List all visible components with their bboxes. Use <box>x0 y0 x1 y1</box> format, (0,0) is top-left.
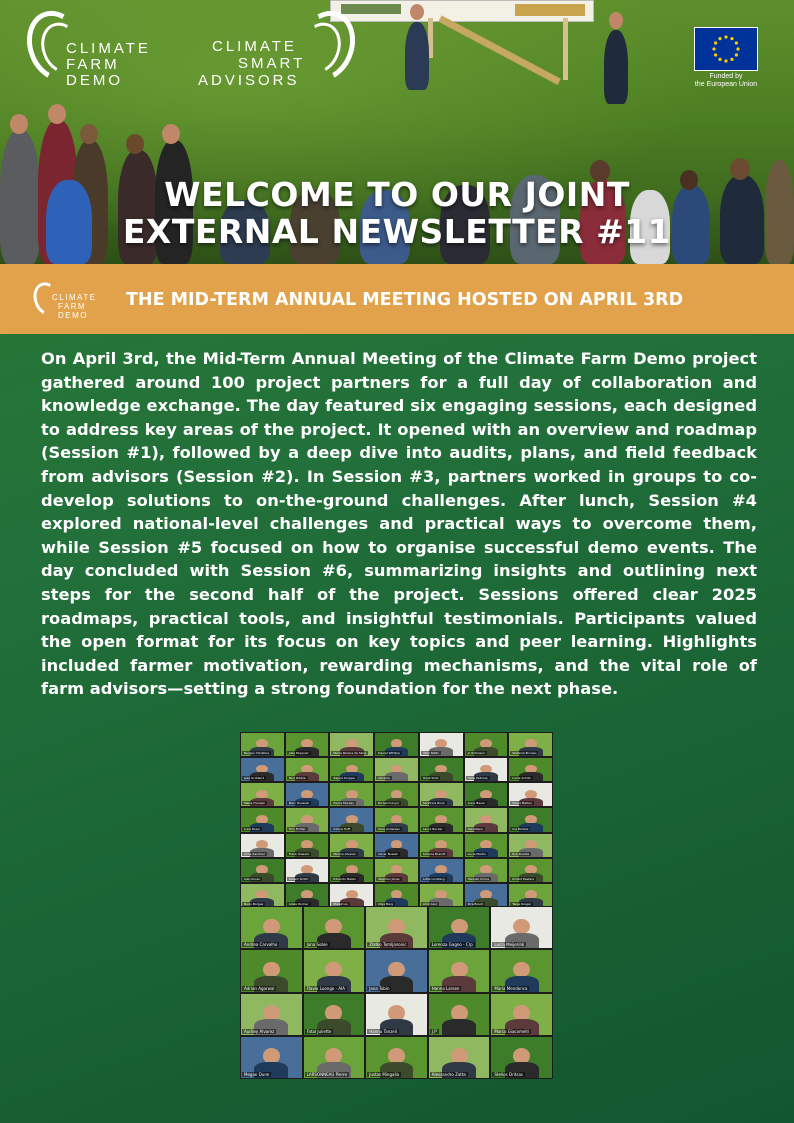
participant-tile <box>241 733 284 756</box>
wooden-board <box>438 15 560 85</box>
participant-name: Jana Tobin <box>369 985 390 991</box>
participant-name: Alina Sandner <box>244 851 265 856</box>
participant-tile <box>241 950 302 991</box>
person-head <box>410 4 424 20</box>
person-head <box>162 124 180 144</box>
participant-name: Flavio Luongo - AIA <box>306 985 345 991</box>
participant-tile <box>491 1037 552 1078</box>
participant-tile <box>491 907 552 948</box>
person-head <box>126 134 144 154</box>
participant-tile <box>509 733 552 756</box>
participant-tile <box>509 834 552 857</box>
meeting-participants-grid-large <box>240 906 553 1079</box>
participant-name: Adele Rocher <box>288 901 309 906</box>
participant-name: Alessandro Zatta <box>431 1072 466 1077</box>
participant-name: Marek Lis <box>333 901 348 906</box>
participant-tile <box>330 783 373 806</box>
participant-tile <box>304 994 365 1035</box>
participant-tile <box>509 884 552 907</box>
field-banner <box>330 0 594 22</box>
participant-name: Lorenza Gagno - Crp <box>431 942 473 948</box>
participant-name: Maria Pereira da Silva <box>333 751 367 756</box>
participant-name: Olga Berg <box>378 901 394 906</box>
participant-tile <box>375 783 418 806</box>
participant-tile <box>465 859 508 882</box>
eu-flag-icon <box>694 27 758 71</box>
participant-tile <box>420 834 463 857</box>
banner-pole <box>563 18 568 80</box>
participant-name: Stelios Dritsas <box>494 1072 524 1077</box>
participant-name: Daniel Wittkop <box>378 751 401 756</box>
eu-caption-line: Funded by <box>709 73 743 80</box>
participant-name: J.P <box>431 1028 437 1034</box>
logo-word: CLIMATE <box>52 293 97 302</box>
participant-name: LARSONNEAU Pierre <box>306 1072 348 1077</box>
participant-name: Marina Alvarez <box>333 851 356 856</box>
participant-tile <box>286 733 329 756</box>
climate-farm-demo-logo <box>28 10 178 88</box>
participant-tile <box>429 950 490 991</box>
logo-word: FARM <box>66 56 120 73</box>
participant-tile <box>330 758 373 781</box>
participant-name: Ina Bartels <box>512 826 529 831</box>
participant-tile <box>375 808 418 831</box>
participant-name: Lucia Meijerink <box>494 942 525 948</box>
participant-tile <box>286 884 329 907</box>
participant-tile <box>241 994 302 1035</box>
participant-tile <box>286 859 329 882</box>
participant-name: Laura Becker <box>422 826 443 831</box>
participant-name: Stephan Jonas <box>378 876 400 881</box>
participant-name: Hilda Petrova <box>467 776 488 781</box>
participant-name: Jana Sobie <box>306 942 328 948</box>
participant-name: Jo Robinson <box>467 751 485 756</box>
participant-name: Lucie Martin <box>467 851 486 856</box>
participant-face <box>513 919 530 935</box>
participant-tile <box>509 783 552 806</box>
presenter <box>405 22 429 90</box>
participant-name: Justas Mingaila <box>369 1072 400 1077</box>
participant-name: Stefania Bruneo <box>512 751 537 756</box>
participant-tile <box>465 884 508 907</box>
participant-name: Sandrine Roux <box>422 801 445 806</box>
participant-tile <box>509 808 552 831</box>
participant-tile <box>286 808 329 831</box>
participant-tile <box>375 758 418 781</box>
hero-photo <box>0 0 794 264</box>
participant-name: Eva Duarte <box>512 851 530 856</box>
climate-farm-demo-logo-small <box>34 282 114 322</box>
participant-tile <box>330 834 373 857</box>
title-line: EXTERNAL NEWSLETTER #11 <box>122 212 672 251</box>
participant-tile <box>420 733 463 756</box>
participant-name: Anna Bauer <box>467 801 486 806</box>
participant-face <box>325 919 342 935</box>
participant-tile <box>429 994 490 1035</box>
participant-tile <box>491 950 552 991</box>
section-title: THE MID-TERM ANNUAL MEETING HOSTED ON APRIL 3RD <box>126 290 684 310</box>
participant-name: Hanna Tanzeil <box>369 1028 397 1034</box>
newsletter-title <box>0 176 794 250</box>
participant-name: Hannah Crona <box>467 876 489 881</box>
participant-name: Zlatko Tomljanovic <box>369 942 407 948</box>
participant-name: Karina Hoff <box>333 826 351 831</box>
logo-word: DEMO <box>58 311 88 320</box>
participant-name: Marco Giacomelli <box>494 1028 529 1034</box>
participant-tile <box>375 834 418 857</box>
participant-tile <box>465 834 508 857</box>
logo-word: CLIMATE <box>212 38 297 55</box>
participant-name: Paul Dibble <box>288 776 306 781</box>
participant-name: Tom Fichler <box>288 826 306 831</box>
participant-name: Tanja Kruger <box>512 901 532 906</box>
participant-name: Maria Mendonca <box>494 985 528 991</box>
participant-name: Hanna Larsen <box>431 985 460 991</box>
participant-name: Luca Rossi <box>244 826 260 831</box>
participant-tile <box>420 884 463 907</box>
eu-caption-line: the European Union <box>694 81 758 88</box>
participant-tile <box>330 808 373 831</box>
participant-tile <box>241 808 284 831</box>
participant-name: Adrian Agarwal <box>244 985 275 991</box>
participant-tile <box>465 783 508 806</box>
logo-word: FARM <box>58 302 87 311</box>
participant-name: Marc Rousset <box>288 801 309 806</box>
person-head <box>609 12 623 29</box>
participant-name: Zajara Kruppa <box>333 776 355 781</box>
participant-tile <box>509 859 552 882</box>
participant-name: Lotte Lindberg <box>422 876 445 881</box>
participant-tile <box>304 950 365 991</box>
participant-name: Andrea Carvalho <box>244 942 278 948</box>
participant-tile <box>304 907 365 948</box>
participant-name: Richard Lloyd <box>378 801 399 806</box>
participant-tile <box>429 1037 490 1078</box>
participant-tile <box>330 884 373 907</box>
participant-name: Maria Franzen <box>244 801 266 806</box>
participant-tile <box>286 834 329 857</box>
participant-name: Vinod Malhar <box>512 801 532 806</box>
participant-tile <box>420 758 463 781</box>
climate-smart-advisors-logo <box>198 10 354 88</box>
participant-name: Robert Smith <box>288 876 309 881</box>
participant-name: Ola Nilsen <box>467 826 483 831</box>
logo-word: ADVISORS <box>198 72 300 89</box>
logo-word: DEMO <box>66 72 123 89</box>
participant-tile <box>420 808 463 831</box>
participant-name: Julie Pasquier <box>288 751 309 756</box>
participant-name: Abrams <box>378 776 390 781</box>
participant-tile <box>420 783 463 806</box>
participant-name: Amir Lavi <box>422 901 437 906</box>
participant-name: Edoardo Meller <box>333 876 356 881</box>
participant-body <box>442 1019 476 1035</box>
participant-name: Frank Oswald <box>288 851 309 856</box>
participant-tile <box>375 733 418 756</box>
participant-name: Vitor Mafio <box>422 751 440 756</box>
participant-tile <box>420 859 463 882</box>
participant-tile <box>465 758 508 781</box>
participant-name: Audrey Alvarez <box>244 1028 275 1034</box>
participant-tile <box>241 859 284 882</box>
section-header-band <box>0 264 794 334</box>
participant-tile <box>509 758 552 781</box>
meeting-participants-grid <box>240 732 553 908</box>
participant-name: Megan Dunn <box>244 1072 270 1077</box>
article-body: On April 3rd, the Mid-Term Annual Meeting of the Climate Farm Demo project gathered around 100 project partners for a full day of collaboration and knowledge exchange. The day featured six engaging sessions, each designed to address key areas of the project. It opened with an overview and roadmap (Session #1), followed by a deep dive into audits, plans, and field feedback from advisors (Session #2). In Session #3, partners worked in groups to co-develop solutions to on-the-ground challenges. After lunch, Session #4 explored national-level challenges and practical ways to overcome them, while Session #5 focused on how to organise successful demo events. The day concluded with Session #6, summarizing insights and outlining next steps for the second half of the project. Sessions offered clear 2025 roadmaps, practical tools, and insightful testimonials. Participants valued the open format for its focus on key topics and peer learning. Highlights included farmer motivation, rewarding mechanisms, and the vital role of farm advisors—setting a strong foundation for the next phase. <box>41 349 757 699</box>
participant-tile <box>465 733 508 756</box>
participant-tile <box>286 783 329 806</box>
participant-name: Ivan Kovac <box>244 876 261 881</box>
presenter <box>604 30 628 104</box>
participant-face <box>263 919 280 935</box>
participant-name: Ivana Schlib <box>512 776 531 781</box>
participant-tile <box>330 733 373 756</box>
participant-tile <box>304 1037 365 1078</box>
logo-word: CLIMATE <box>66 40 151 57</box>
participant-tile <box>366 1037 427 1078</box>
participant-tile <box>366 994 427 1035</box>
participant-name: Simone Brandt <box>422 851 446 856</box>
participant-face <box>451 919 468 935</box>
participant-tile <box>375 859 418 882</box>
participant-tile <box>241 1037 302 1078</box>
participant-name: Jake Scotland <box>244 776 265 781</box>
participant-tile <box>375 884 418 907</box>
title-line: WELCOME TO OUR JOINT <box>164 175 630 214</box>
participant-tile <box>366 907 427 948</box>
participant-face <box>388 919 405 935</box>
participant-name: Pierre Moreau <box>333 801 355 806</box>
participant-tile <box>241 758 284 781</box>
person-head <box>10 114 28 134</box>
eu-funding-caption <box>680 73 772 89</box>
participant-name: Oscar Nowak <box>378 851 398 856</box>
participant-tile <box>330 859 373 882</box>
person-head <box>48 104 66 124</box>
participant-name: Kira Bosch <box>467 901 484 906</box>
participant-tile <box>491 994 552 1035</box>
participant-tile <box>465 808 508 831</box>
participant-tile <box>241 834 284 857</box>
participant-name: Nuno Borges <box>244 901 264 906</box>
participant-name: Sara Andersen <box>378 826 401 831</box>
participant-tile <box>241 884 284 907</box>
participant-name: Henk Smit <box>422 776 439 781</box>
participant-tile <box>241 907 302 948</box>
participant-tile <box>429 907 490 948</box>
participant-name: Kristof Peeters <box>512 876 535 881</box>
participant-name: Bergen Christine <box>244 751 270 756</box>
logo-word: SMART <box>238 55 306 72</box>
participant-name: Fatal Juliette <box>306 1028 332 1034</box>
participant-tile <box>366 950 427 991</box>
participant-tile <box>241 783 284 806</box>
person-head <box>80 124 98 144</box>
participant-tile <box>286 758 329 781</box>
